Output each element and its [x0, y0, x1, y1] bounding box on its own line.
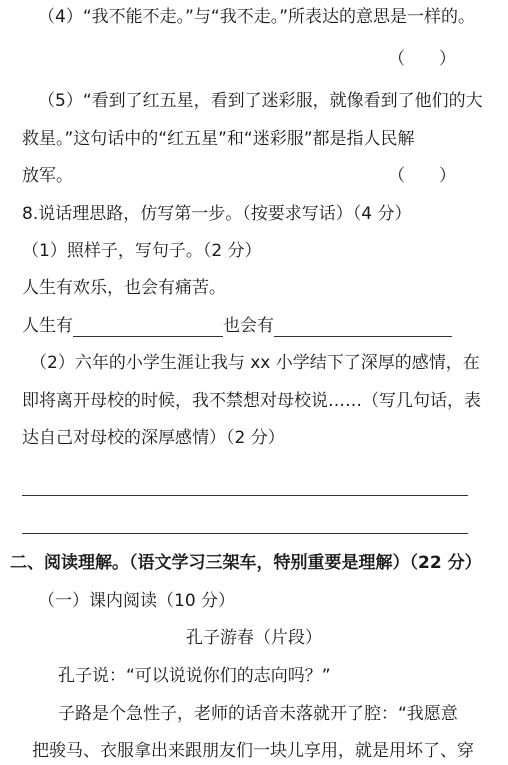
- q5-answer-bracket: （ ）: [388, 166, 456, 186]
- q4-line: （4）“我不能不走。”与“我不走。”所表达的意思是一样的。: [38, 7, 476, 27]
- answer-line-1[interactable]: [22, 495, 468, 496]
- answer-line-2[interactable]: [22, 533, 468, 534]
- passage-para2-line2: 把骏马、衣服拿出来跟朋友们一块儿享用，就是用坏了、穿: [32, 741, 474, 761]
- q8-sub2-line2: 即将离开母校的时候，我不禁想对母校说……（写几句话，表: [22, 391, 481, 411]
- fill-blank-2[interactable]: [274, 318, 452, 337]
- q8-fill-sentence: [22, 315, 452, 337]
- q8-sub1: （1）照样子，写句子。（2 分）: [22, 241, 262, 261]
- section2-heading: 二、阅读理解。（语文学习三架车，特别重要是理解）（22 分）: [10, 553, 482, 573]
- q5-line1: （5）“看到了红五星，看到了迷彩服，就像看到了他们的大: [38, 91, 483, 111]
- passage-title: 孔子游春（片段）: [186, 628, 322, 648]
- fill-start-text: 人生有: [22, 316, 73, 336]
- q8-example: 人生有欢乐，也会有痛苦。: [22, 278, 226, 298]
- passage-para2-line1: 子路是个急性子，老师的话音未落就开了腔：“我愿意: [58, 704, 458, 724]
- q8-sub2-line1: （2）六年的小学生涯让我与 xx 小学结下了深厚的感情，在: [30, 353, 480, 373]
- fill-mid-text: 也会有: [223, 316, 274, 336]
- q8-title: 8.说话理思路，仿写第一步。（按要求写话）（4 分）: [22, 204, 412, 224]
- q8-sub2-line3: 达自己对母校的深厚感情）（2 分）: [22, 428, 285, 448]
- section2-part1: （一）课内阅读（10 分）: [38, 591, 236, 611]
- q4-answer-bracket: （ ）: [388, 49, 456, 69]
- q5-line2: 救星。”这句话中的“红五星”和“迷彩服”都是指人民解: [22, 129, 415, 149]
- q5-line3: 放军。: [22, 166, 73, 186]
- passage-para1: 孔子说：“可以说说你们的志向吗？”: [58, 666, 331, 686]
- fill-blank-1[interactable]: [73, 318, 223, 337]
